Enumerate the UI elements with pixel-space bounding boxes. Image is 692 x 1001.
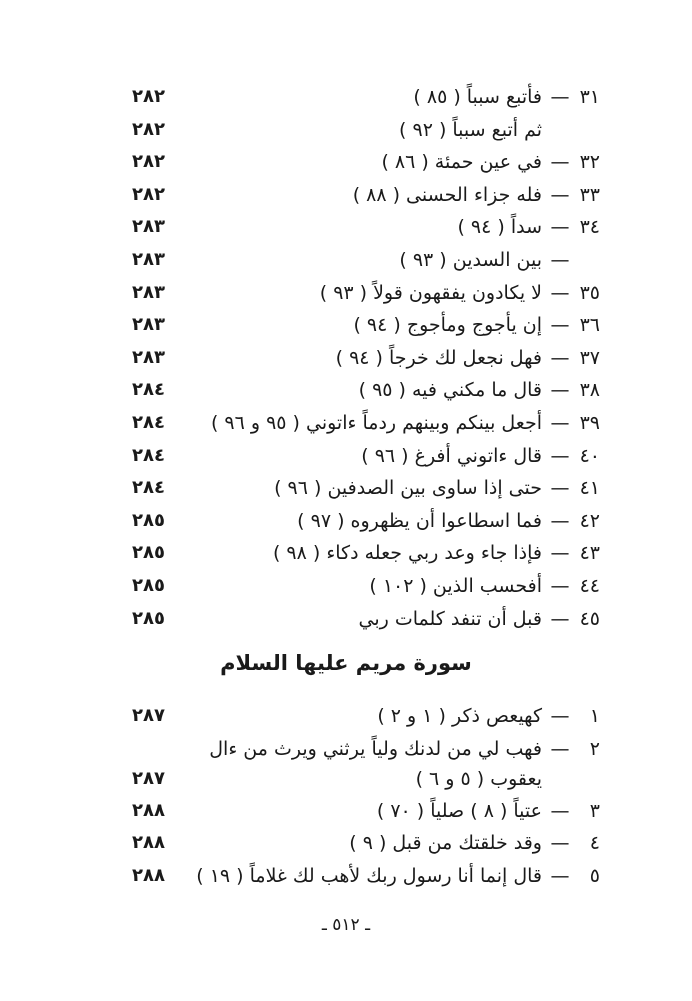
index-entry [413,82,600,112]
entry-text: فإذا جاء وعد ربي جعله دكاء ( ٩٨ ) [272,542,542,565]
entry-number: ٤١ [579,477,600,500]
entry-text: بين السدين ( ٩٣ ) [399,249,542,271]
entry-text: عتياً ( ٨ ) صلياً ( ٧٠ ) [376,800,542,822]
index-row [0,343,692,373]
index-row [0,310,692,340]
entry-number: ٣٤ [579,216,600,239]
entry-text: ثم أتبع سبباً ( ٩٢ ) [399,118,542,141]
entry-number: ٥ [589,865,600,887]
entry-page-number: ٢٨٣ [132,346,165,368]
entry-text: أجعل بينكم وبينهم ردماً ءاتوني ( ٩٥ و ٩٦ ) [210,412,542,434]
index-entry [457,212,600,242]
index-entry [353,310,600,340]
entry-number: ٣٨ [579,379,600,402]
index-row [0,796,692,826]
index-entry [381,147,600,177]
index-entry [361,441,600,471]
entry-number: ٣ [589,800,600,822]
index-row [0,473,692,503]
entry-number: ١ [589,705,600,727]
index-row [0,861,692,891]
index-row [0,115,692,145]
entry-number: ٤٥ [579,607,600,630]
index-row [0,701,692,731]
entry-number: ٣٦ [579,314,600,337]
entry-dash: — [550,832,570,854]
index-row [0,506,692,536]
entry-text: إن يأجوج ومأجوج ( ٩٤ ) [353,314,542,337]
entry-dash: — [550,183,570,206]
entry-page-number: ٢٨٢ [132,151,165,173]
entry-dash: — [550,705,570,727]
entry-dash: — [550,575,570,597]
entry-text: قال إنما أنا رسول ربك لأهب لك غلاماً ( ١٩ ) [196,865,542,887]
index-entry [273,538,600,568]
entry-number: ٣٢ [579,151,600,174]
index-entry [297,506,600,536]
entry-page-number: ٢٨٤ [132,477,165,499]
entry-page-number: ٢٨٥ [132,607,165,629]
index-entry [399,115,600,145]
entry-number: ٤٢ [579,509,600,532]
index-row [0,828,692,858]
index-row [0,147,692,177]
entry-dash: — [550,281,570,304]
entry-dash: — [550,738,570,760]
entry-page-number: ٢٨٣ [132,314,165,336]
entry-page-number: ٢٨٨ [132,800,165,821]
entry-dash: — [550,216,570,239]
entry-page-number: ٢٨٢ [132,86,165,107]
entry-number: ٣١ [579,86,600,108]
index-entry [359,604,601,634]
entry-dash: — [550,314,570,337]
index-entry [349,828,600,858]
entry-number: ٤٠ [579,444,600,467]
entry-text: قال ءاتوني أفرغ ( ٩٦ ) [361,444,542,467]
entry-dash: — [550,379,570,402]
entry-text: فما اسطاعوا أن يظهروه ( ٩٧ ) [297,509,542,532]
entry-page-number: ٢٨٣ [132,249,165,270]
entry-dash: — [550,800,570,822]
index-entry [369,571,600,601]
entry-page-number: ٢٨٤ [132,444,165,466]
entry-page-number: ٢٨٢ [132,118,165,140]
index-row [0,604,692,634]
entry-number: ٤٤ [579,575,600,597]
surah-title: سورة مريم عليها السلام [220,651,472,675]
entry-text: قال ما مكني فيه ( ٩٥ ) [358,379,542,402]
entry-text: حتى إذا ساوى بين الصدفين ( ٩٦ ) [274,477,542,500]
entry-text: لا يكادون يفقهون قولاً ( ٩٣ ) [319,281,542,304]
index-row [0,571,692,601]
entry-text: كهيعص ذكر ( ١ و ٢ ) [377,705,542,727]
entry-dash: — [550,346,570,369]
entry-dash: — [550,542,570,565]
entry-dash: — [550,444,570,467]
index-entry [353,180,600,210]
entry-number: ٣٧ [579,346,600,369]
index-entry [196,861,600,891]
entry-page-number: ٢٨٥ [132,509,165,531]
entry-text: يعقوب ( ٥ و ٦ ) [415,768,542,790]
entry-dash: — [550,249,570,271]
index-row [0,245,692,275]
entry-dash: — [550,86,570,108]
index-row [0,764,692,794]
index-entry [274,473,600,503]
entry-page-number: ٢٨٥ [132,542,165,564]
index-row [0,441,692,471]
entry-number: ٤٣ [579,542,600,565]
index-entry [211,408,600,438]
entry-dash: — [550,509,570,532]
index-entry [320,278,600,308]
entry-page-number: ٢٨٤ [132,412,165,433]
entry-dash: — [550,865,570,887]
entry-dash: — [550,477,570,500]
entry-dash: — [550,412,570,434]
index-row [0,734,692,764]
index-row [0,212,692,242]
entry-page-number: ٢٨٧ [132,705,165,726]
index-row [0,180,692,210]
entry-number: ٢ [589,738,600,760]
entry-text: فله جزاء الحسنى ( ٨٨ ) [352,183,542,206]
entry-page-number: ٢٨٨ [132,832,165,853]
index-row [0,538,692,568]
entry-text: سداً ( ٩٤ ) [457,216,542,239]
index-row [0,82,692,112]
index-row [0,375,692,405]
entry-text: فأتبع سبباً ( ٨٥ ) [413,86,542,108]
entry-number: ٤ [589,832,600,854]
entry-dash: — [550,151,570,174]
index-entry [416,764,600,794]
entry-text: فهب لي من لدنك ولياً يرثني ويرث من ءال [209,738,542,760]
index-entry [377,796,600,826]
index-row [0,278,692,308]
entry-text: أفحسب الذين ( ١٠٢ ) [369,575,542,597]
entry-number: ٣٥ [579,281,600,304]
index-entry [399,245,600,275]
entry-text: فهل نجعل لك خرجاً ( ٩٤ ) [335,346,542,369]
index-row [0,408,692,438]
index-entry [336,343,600,373]
entry-page-number: ٢٨٢ [132,183,165,205]
entry-number: ٣٩ [579,412,600,434]
entry-page-number: ٢٨٣ [132,281,165,303]
entry-page-number: ٢٨٨ [132,865,165,886]
entry-page-number: ٢٨٣ [132,216,165,238]
entry-text: في عين حمئة ( ٨٦ ) [381,151,542,174]
entry-text: وقد خلقتك من قبل ( ٩ ) [349,832,542,854]
index-entry [209,734,600,764]
entry-page-number: ٢٨٤ [132,379,165,401]
entry-page-number: ٢٨٧ [132,768,165,789]
entry-dash: — [550,607,570,630]
entry-page-number: ٢٨٥ [132,575,165,596]
page-number-footer: ـ ٥١٢ ـ [321,915,371,935]
entry-number: ٣٣ [579,183,600,206]
index-entry [359,375,600,405]
entry-text: قبل أن تنفد كلمات ربي [358,607,542,630]
index-entry [377,701,600,731]
